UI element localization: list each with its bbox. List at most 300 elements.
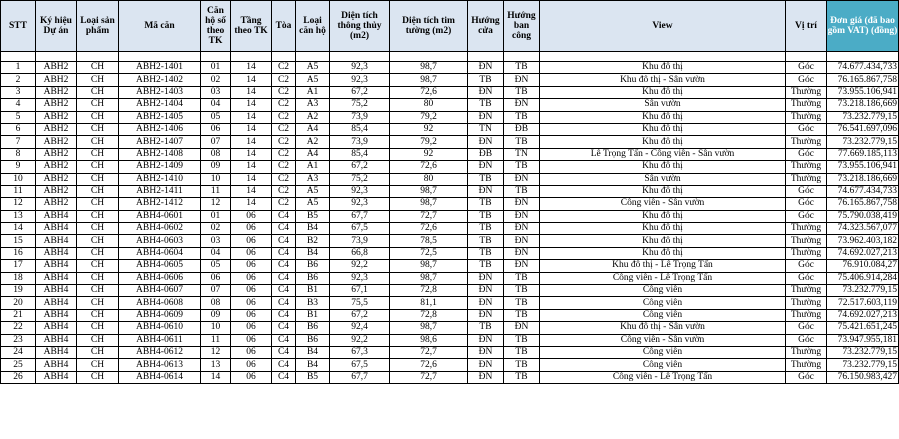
- cell-position: Thường: [786, 235, 827, 247]
- cell-door-direction: TB: [468, 235, 504, 247]
- cell-position: Góc: [786, 272, 827, 284]
- cell-unit-type: B4: [296, 359, 330, 371]
- cell-floor: 06: [231, 334, 272, 346]
- table-row: [1, 123, 899, 135]
- cell-project-code: ABH2: [36, 173, 77, 185]
- cell-area-net: 92,4: [330, 322, 390, 334]
- cell-position: Thường: [786, 161, 827, 173]
- cell-balcony-direction: TB: [504, 86, 540, 98]
- cell-stt: 20: [1, 297, 36, 309]
- cell-balcony-direction: ĐN: [504, 198, 540, 210]
- cell-tower: C2: [272, 173, 296, 185]
- cell-view: Khu đô thị - Sân vườn: [540, 74, 786, 86]
- cell-position: Thường: [786, 297, 827, 309]
- cell-area-net: 73,9: [330, 136, 390, 148]
- cell-unit-code: ABH4-0604: [119, 247, 201, 259]
- cell-position: Thường: [786, 285, 827, 297]
- cell-unit-price: 73.218.186,669: [827, 173, 899, 185]
- cell-position: Góc: [786, 123, 827, 135]
- cell-unit-no: 07: [201, 285, 231, 297]
- cell-area-gross: 98,7: [390, 62, 468, 74]
- cell-project-code: ABH2: [36, 62, 77, 74]
- cell-unit-type: A1: [296, 86, 330, 98]
- table-row: [1, 86, 899, 98]
- cell-unit-price: 76.165.867,758: [827, 74, 899, 86]
- cell-tower: C2: [272, 123, 296, 135]
- cell-unit-no: 02: [201, 74, 231, 86]
- header-view: View: [540, 1, 786, 52]
- cell-balcony-direction: ĐN: [504, 223, 540, 235]
- cell-view: Sân vườn: [540, 173, 786, 185]
- cell-stt: 24: [1, 346, 36, 358]
- cell-door-direction: TB: [468, 260, 504, 272]
- table-row: [1, 210, 899, 222]
- table-row: [1, 322, 899, 334]
- cell-area-net: 92,2: [330, 260, 390, 272]
- cell-position: Góc: [786, 260, 827, 272]
- cell-area-net: 92,3: [330, 198, 390, 210]
- cell-position: Thường: [786, 86, 827, 98]
- table-row: [1, 198, 899, 210]
- cell-project-code: ABH4: [36, 272, 77, 284]
- cell-balcony-direction: ĐN: [504, 210, 540, 222]
- cell-unit-price: 74.692.027,213: [827, 247, 899, 259]
- cell-position: Góc: [786, 322, 827, 334]
- cell-project-code: ABH2: [36, 74, 77, 86]
- cell-unit-no: 12: [201, 198, 231, 210]
- cell-tower: C4: [272, 260, 296, 272]
- table-row: [1, 334, 899, 346]
- header-unit-price: Đơn giá (đã bao gồm VAT) (đồng): [827, 1, 899, 52]
- cell-unit-no: 11: [201, 334, 231, 346]
- cell-view: Khu đô thị - Lê Trọng Tấn: [540, 260, 786, 272]
- cell-area-gross: 98,7: [390, 185, 468, 197]
- cell-product-type: CH: [77, 297, 119, 309]
- cell-tower: C4: [272, 346, 296, 358]
- table-row: [1, 223, 899, 235]
- cell-unit-price: 73.232.779,15: [827, 359, 899, 371]
- cell-unit-code: ABH4-0609: [119, 309, 201, 321]
- cell-unit-code: ABH2-1404: [119, 99, 201, 111]
- cell-unit-price: 74.677.434,733: [827, 185, 899, 197]
- cell-area-net: 67,2: [330, 161, 390, 173]
- cell-unit-code: ABH2-1401: [119, 62, 201, 74]
- cell-tower: C4: [272, 322, 296, 334]
- cell-unit-type: B6: [296, 334, 330, 346]
- cell-area-net: 75,5: [330, 297, 390, 309]
- cell-view: Khu đô thị: [540, 111, 786, 123]
- cell-unit-price: 76.910.084,27: [827, 260, 899, 272]
- cell-unit-type: A3: [296, 173, 330, 185]
- cell-stt: 4: [1, 99, 36, 111]
- cell-unit-price: 73.232.779,15: [827, 346, 899, 358]
- cell-unit-no: 03: [201, 86, 231, 98]
- cell-view: Khu đô thị: [540, 161, 786, 173]
- cell-unit-type: A5: [296, 62, 330, 74]
- table-row: [1, 247, 899, 259]
- cell-stt: 21: [1, 309, 36, 321]
- cell-floor: 14: [231, 111, 272, 123]
- cell-unit-no: 06: [201, 123, 231, 135]
- cell-view: Khu đô thị: [540, 86, 786, 98]
- cell-unit-type: A1: [296, 161, 330, 173]
- cell-door-direction: ĐN: [468, 346, 504, 358]
- cell-door-direction: TB: [468, 99, 504, 111]
- cell-position: Góc: [786, 210, 827, 222]
- cell-area-gross: 80: [390, 173, 468, 185]
- cell-area-net: 67,2: [330, 309, 390, 321]
- cell-unit-price: 75.790.038,419: [827, 210, 899, 222]
- cell-position: Góc: [786, 198, 827, 210]
- table-row: [1, 371, 899, 383]
- cell-area-net: 67,5: [330, 223, 390, 235]
- cell-unit-code: ABH4-0606: [119, 272, 201, 284]
- cell-unit-price: 74.677.434,733: [827, 62, 899, 74]
- cell-tower: C4: [272, 247, 296, 259]
- cell-balcony-direction: TB: [504, 161, 540, 173]
- cell-area-gross: 98,7: [390, 322, 468, 334]
- cell-door-direction: ĐN: [468, 334, 504, 346]
- cell-floor: 06: [231, 371, 272, 383]
- cell-unit-type: B4: [296, 346, 330, 358]
- cell-door-direction: ĐN: [468, 285, 504, 297]
- cell-product-type: CH: [77, 235, 119, 247]
- cell-product-type: CH: [77, 371, 119, 383]
- cell-tower: C2: [272, 161, 296, 173]
- cell-unit-code: ABH2-1407: [119, 136, 201, 148]
- cell-position: Thường: [786, 359, 827, 371]
- cell-product-type: CH: [77, 260, 119, 272]
- cell-unit-price: 75.406.914,284: [827, 272, 899, 284]
- cell-door-direction: ĐN: [468, 371, 504, 383]
- cell-unit-code: ABH4-0608: [119, 297, 201, 309]
- cell-product-type: CH: [77, 309, 119, 321]
- cell-view: Sân vườn: [540, 99, 786, 111]
- cell-tower: C4: [272, 334, 296, 346]
- cell-area-gross: 81,1: [390, 297, 468, 309]
- cell-unit-type: B5: [296, 371, 330, 383]
- cell-position: Góc: [786, 334, 827, 346]
- cell-view: Công viên - Lê Trọng Tấn: [540, 272, 786, 284]
- cell-area-gross: 98,7: [390, 260, 468, 272]
- cell-balcony-direction: ĐN: [504, 74, 540, 86]
- cell-stt: 23: [1, 334, 36, 346]
- cell-balcony-direction: TB: [504, 297, 540, 309]
- cell-area-net: 73,9: [330, 111, 390, 123]
- cell-unit-no: 10: [201, 322, 231, 334]
- cell-unit-price: 76.150.983,427: [827, 371, 899, 383]
- cell-tower: C2: [272, 111, 296, 123]
- cell-area-gross: 72,7: [390, 210, 468, 222]
- cell-project-code: ABH2: [36, 123, 77, 135]
- cell-door-direction: TB: [468, 322, 504, 334]
- cell-floor: 06: [231, 223, 272, 235]
- cell-unit-code: ABH2-1408: [119, 148, 201, 160]
- cell-product-type: CH: [77, 346, 119, 358]
- cell-view: Khu đô thị: [540, 123, 786, 135]
- cell-stt: 11: [1, 185, 36, 197]
- cell-unit-type: A5: [296, 198, 330, 210]
- cell-unit-type: B6: [296, 322, 330, 334]
- cell-unit-no: 11: [201, 185, 231, 197]
- cell-project-code: ABH4: [36, 285, 77, 297]
- cell-tower: C2: [272, 99, 296, 111]
- cell-floor: 06: [231, 272, 272, 284]
- cell-unit-type: A5: [296, 74, 330, 86]
- cell-area-gross: 98,6: [390, 334, 468, 346]
- cell-view: Khu đô thị: [540, 235, 786, 247]
- cell-unit-type: B5: [296, 210, 330, 222]
- cell-door-direction: ĐN: [468, 86, 504, 98]
- table-row: [1, 62, 899, 74]
- cell-product-type: CH: [77, 198, 119, 210]
- cell-stt: 17: [1, 260, 36, 272]
- cell-project-code: ABH2: [36, 86, 77, 98]
- cell-unit-no: 02: [201, 223, 231, 235]
- header-product-type: Loại sản phẩm: [77, 1, 119, 52]
- cell-project-code: ABH2: [36, 148, 77, 160]
- cell-position: Thường: [786, 99, 827, 111]
- cell-floor: 14: [231, 123, 272, 135]
- cell-area-gross: 72,8: [390, 285, 468, 297]
- cell-product-type: CH: [77, 148, 119, 160]
- cell-stt: 26: [1, 371, 36, 383]
- header-unit-code: Mã căn: [119, 1, 201, 52]
- cell-unit-type: A2: [296, 136, 330, 148]
- table-row: [1, 148, 899, 160]
- cell-tower: C2: [272, 86, 296, 98]
- cell-unit-price: 74.323.567,077: [827, 223, 899, 235]
- cell-balcony-direction: TB: [504, 285, 540, 297]
- cell-door-direction: TB: [468, 223, 504, 235]
- cell-unit-code: ABH2-1403: [119, 86, 201, 98]
- cell-view: Công viên: [540, 346, 786, 358]
- cell-door-direction: TB: [468, 173, 504, 185]
- cell-product-type: CH: [77, 247, 119, 259]
- cell-floor: 14: [231, 185, 272, 197]
- cell-product-type: CH: [77, 185, 119, 197]
- header-area-net: Diện tích thông thủy (m2): [330, 1, 390, 52]
- header-project-code: Ký hiệu Dự án: [36, 1, 77, 52]
- cell-unit-price: 73.232.779,15: [827, 136, 899, 148]
- cell-floor: 14: [231, 62, 272, 74]
- cell-area-net: 75,2: [330, 173, 390, 185]
- cell-view: Công viên - Sân vườn: [540, 198, 786, 210]
- cell-unit-code: ABH2-1412: [119, 198, 201, 210]
- cell-unit-no: 04: [201, 99, 231, 111]
- cell-unit-type: A4: [296, 148, 330, 160]
- cell-door-direction: TB: [468, 247, 504, 259]
- cell-unit-code: ABH4-0612: [119, 346, 201, 358]
- spacer-row: [1, 52, 899, 62]
- cell-tower: C4: [272, 297, 296, 309]
- cell-product-type: CH: [77, 123, 119, 135]
- header-area-gross: Diện tích tim tường (m2): [390, 1, 468, 52]
- cell-project-code: ABH4: [36, 346, 77, 358]
- table-row: [1, 359, 899, 371]
- cell-project-code: ABH4: [36, 309, 77, 321]
- table-row: [1, 173, 899, 185]
- cell-stt: 8: [1, 148, 36, 160]
- cell-unit-no: 05: [201, 260, 231, 272]
- table-row: [1, 161, 899, 173]
- cell-tower: C4: [272, 235, 296, 247]
- cell-tower: C4: [272, 223, 296, 235]
- cell-unit-price: 73.232.779,15: [827, 285, 899, 297]
- cell-floor: 06: [231, 359, 272, 371]
- cell-project-code: ABH4: [36, 247, 77, 259]
- cell-floor: 14: [231, 148, 272, 160]
- table-row: [1, 285, 899, 297]
- table-row: [1, 136, 899, 148]
- cell-position: Góc: [786, 371, 827, 383]
- cell-floor: 06: [231, 346, 272, 358]
- cell-product-type: CH: [77, 136, 119, 148]
- cell-unit-code: ABH2-1406: [119, 123, 201, 135]
- cell-unit-no: 05: [201, 111, 231, 123]
- cell-balcony-direction: TB: [504, 359, 540, 371]
- cell-stt: 3: [1, 86, 36, 98]
- cell-area-gross: 72,7: [390, 346, 468, 358]
- cell-floor: 06: [231, 285, 272, 297]
- cell-stt: 15: [1, 235, 36, 247]
- cell-area-gross: 98,7: [390, 198, 468, 210]
- cell-stt: 18: [1, 272, 36, 284]
- cell-door-direction: ĐN: [468, 161, 504, 173]
- cell-tower: C4: [272, 210, 296, 222]
- cell-unit-type: B2: [296, 235, 330, 247]
- cell-floor: 06: [231, 260, 272, 272]
- cell-unit-no: 09: [201, 161, 231, 173]
- cell-door-direction: ĐN: [468, 62, 504, 74]
- cell-floor: 14: [231, 198, 272, 210]
- cell-position: Góc: [786, 62, 827, 74]
- cell-tower: C2: [272, 62, 296, 74]
- cell-stt: 12: [1, 198, 36, 210]
- cell-project-code: ABH4: [36, 235, 77, 247]
- cell-position: Góc: [786, 148, 827, 160]
- cell-tower: C2: [272, 148, 296, 160]
- cell-unit-price: 73.218.186,669: [827, 99, 899, 111]
- cell-area-net: 67,5: [330, 359, 390, 371]
- cell-view: Khu đô thị - Sân vườn: [540, 322, 786, 334]
- cell-floor: 06: [231, 247, 272, 259]
- cell-stt: 14: [1, 223, 36, 235]
- cell-stt: 16: [1, 247, 36, 259]
- cell-area-gross: 92: [390, 148, 468, 160]
- cell-unit-type: A5: [296, 185, 330, 197]
- table-row: [1, 74, 899, 86]
- cell-product-type: CH: [77, 86, 119, 98]
- cell-balcony-direction: TB: [504, 272, 540, 284]
- cell-unit-type: A3: [296, 99, 330, 111]
- cell-unit-code: ABH4-0611: [119, 334, 201, 346]
- cell-unit-type: B1: [296, 285, 330, 297]
- cell-view: Công viên: [540, 359, 786, 371]
- cell-project-code: ABH2: [36, 161, 77, 173]
- cell-stt: 5: [1, 111, 36, 123]
- cell-floor: 14: [231, 86, 272, 98]
- cell-unit-type: B6: [296, 260, 330, 272]
- cell-unit-code: ABH4-0613: [119, 359, 201, 371]
- cell-view: Công viên - Lê Trọng Tấn: [540, 371, 786, 383]
- cell-unit-code: ABH4-0605: [119, 260, 201, 272]
- cell-stt: 25: [1, 359, 36, 371]
- table-row: [1, 99, 899, 111]
- cell-project-code: ABH2: [36, 99, 77, 111]
- cell-position: Thường: [786, 309, 827, 321]
- cell-project-code: ABH4: [36, 260, 77, 272]
- cell-project-code: ABH4: [36, 297, 77, 309]
- cell-door-direction: ĐB: [468, 148, 504, 160]
- header-floor: Tầng theo TK: [231, 1, 272, 52]
- cell-door-direction: ĐN: [468, 272, 504, 284]
- header-balcony-direction: Hướng ban công: [504, 1, 540, 52]
- cell-unit-code: ABH4-0603: [119, 235, 201, 247]
- cell-position: Thường: [786, 247, 827, 259]
- cell-stt: 10: [1, 173, 36, 185]
- cell-floor: 14: [231, 173, 272, 185]
- cell-tower: C4: [272, 285, 296, 297]
- cell-unit-code: ABH4-0610: [119, 322, 201, 334]
- cell-stt: 22: [1, 322, 36, 334]
- cell-door-direction: ĐN: [468, 297, 504, 309]
- cell-floor: 06: [231, 235, 272, 247]
- cell-area-net: 85,4: [330, 123, 390, 135]
- cell-door-direction: ĐN: [468, 309, 504, 321]
- cell-view: Khu đô thị: [540, 185, 786, 197]
- cell-unit-no: 09: [201, 309, 231, 321]
- cell-unit-code: ABH2-1411: [119, 185, 201, 197]
- cell-area-net: 73,9: [330, 235, 390, 247]
- cell-view: Khu đô thị: [540, 62, 786, 74]
- cell-product-type: CH: [77, 272, 119, 284]
- cell-unit-code: ABH2-1405: [119, 111, 201, 123]
- cell-area-net: 66,8: [330, 247, 390, 259]
- cell-balcony-direction: ĐB: [504, 123, 540, 135]
- cell-product-type: CH: [77, 99, 119, 111]
- cell-balcony-direction: ĐN: [504, 235, 540, 247]
- cell-product-type: CH: [77, 322, 119, 334]
- table-row: [1, 346, 899, 358]
- cell-unit-no: 12: [201, 346, 231, 358]
- cell-area-net: 67,3: [330, 346, 390, 358]
- cell-door-direction: ĐN: [468, 111, 504, 123]
- cell-area-gross: 72,6: [390, 223, 468, 235]
- cell-unit-no: 08: [201, 148, 231, 160]
- cell-tower: C2: [272, 185, 296, 197]
- cell-view: Khu đô thị: [540, 247, 786, 259]
- table-row: [1, 309, 899, 321]
- cell-area-gross: 80: [390, 99, 468, 111]
- cell-product-type: CH: [77, 111, 119, 123]
- cell-area-net: 92,3: [330, 185, 390, 197]
- cell-unit-price: 77.669.185,113: [827, 148, 899, 160]
- cell-stt: 9: [1, 161, 36, 173]
- cell-unit-type: B3: [296, 297, 330, 309]
- cell-unit-type: B1: [296, 309, 330, 321]
- cell-area-gross: 72,5: [390, 247, 468, 259]
- cell-balcony-direction: ĐN: [504, 247, 540, 259]
- cell-unit-type: B4: [296, 223, 330, 235]
- cell-balcony-direction: TB: [504, 346, 540, 358]
- header-unit-no: Căn hộ số theo TK: [201, 1, 231, 52]
- table-row: [1, 260, 899, 272]
- cell-unit-type: A2: [296, 111, 330, 123]
- cell-tower: C4: [272, 371, 296, 383]
- cell-project-code: ABH4: [36, 359, 77, 371]
- cell-unit-code: ABH4-0602: [119, 223, 201, 235]
